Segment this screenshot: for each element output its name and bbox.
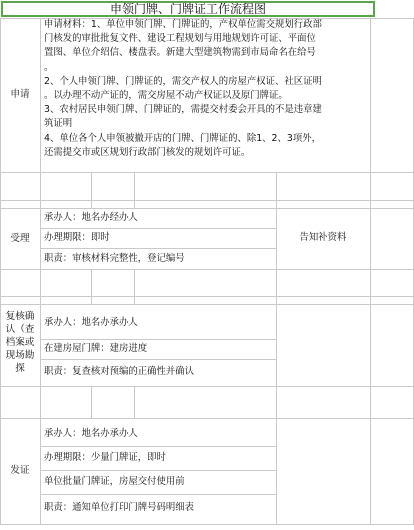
review-duty: 职责：复查核对预编的正确性并确认	[44, 366, 195, 377]
review-label	[0, 310, 40, 375]
apply-line: 门核发的审批批复文件、建设工程规划与用地规划许可证、平面位	[44, 33, 316, 45]
grid-line	[134, 386, 135, 418]
grid-line	[134, 269, 135, 304]
supplement-note: 告知补资料	[299, 232, 347, 243]
issue-label: 发证	[10, 465, 30, 476]
apply-label: 申请	[10, 89, 30, 100]
grid-line	[91, 386, 92, 418]
page-title: 申领门牌、门牌证工作流程图	[1, 1, 375, 17]
review-label-line: 认（查	[5, 324, 35, 335]
grid-line	[0, 208, 414, 209]
review-label-line: 现场勘	[5, 350, 35, 361]
review-label-line: 复核确	[5, 311, 35, 322]
issue-handler: 承办人：地名办承办人	[44, 428, 138, 439]
review-label-line: 探	[15, 363, 25, 374]
grid-line	[40, 228, 276, 229]
apply-line: 3、农村居民申领门牌、门牌证的，需提交村委会开具的不是违章建	[44, 104, 322, 116]
grid-line	[0, 269, 414, 270]
grid-line	[134, 172, 135, 208]
accept-duty: 职责：审核材料完整性，登记编号	[44, 253, 185, 264]
issue-deadline: 办理期限：少量门牌证，即时	[44, 452, 166, 463]
apply-line: 还需提交市或区规划行政部门核发的规划许可证。	[44, 146, 251, 158]
issue-batch: 单位批量门牌证，房屋交付使用前	[44, 476, 185, 487]
apply-line: 2、个人申领门牌、门牌证的，需交产权人的房屋产权证、社区证明	[44, 75, 322, 87]
grid-line	[370, 18, 371, 524]
accept-handler: 承办人：地名办经办人	[44, 212, 138, 223]
grid-line	[40, 339, 276, 340]
grid-line	[40, 359, 276, 360]
grid-line	[276, 172, 277, 524]
accept-deadline: 办理期限：即时	[44, 232, 110, 243]
grid-line	[40, 248, 276, 249]
grid-line	[0, 304, 414, 305]
apply-line: 。	[44, 61, 54, 73]
apply-line: 申请材料：1、单位申领门牌、门牌证的，产权单位需交规划行政部	[44, 19, 322, 30]
grid-line	[91, 269, 92, 304]
grid-line	[40, 494, 276, 495]
grid-line	[0, 418, 414, 419]
grid-line	[40, 446, 276, 447]
grid-line	[40, 18, 41, 524]
apply-line: 。以办理不动产证的，需交房屋不动产权证以及原门牌证。	[44, 90, 288, 102]
review-label-line: 档案或	[5, 337, 35, 348]
grid-line	[91, 172, 92, 208]
grid-line	[0, 200, 414, 201]
review-handler: 承办人：地名办承办人	[44, 317, 138, 328]
apply-line: 置图、单位介绍信、楼盘表。新建大型建筑物需到市局命名在给号	[44, 47, 316, 59]
review-in-progress: 在建房屋门牌：建房进度	[44, 343, 148, 354]
apply-line: 筑证明	[44, 118, 73, 130]
grid-line	[0, 296, 414, 297]
apply-line: 4、单位各个人申领被撤开店的门牌、门牌证的、除1、2、3项外，	[44, 132, 321, 144]
grid-line	[40, 470, 276, 471]
accept-label: 受理	[10, 233, 30, 244]
grid-line	[0, 172, 414, 173]
issue-duty: 职责：通知单位打印门牌号码明细表	[44, 502, 195, 513]
apply-content	[44, 18, 368, 160]
grid-line	[0, 524, 414, 525]
grid-line	[0, 386, 414, 387]
